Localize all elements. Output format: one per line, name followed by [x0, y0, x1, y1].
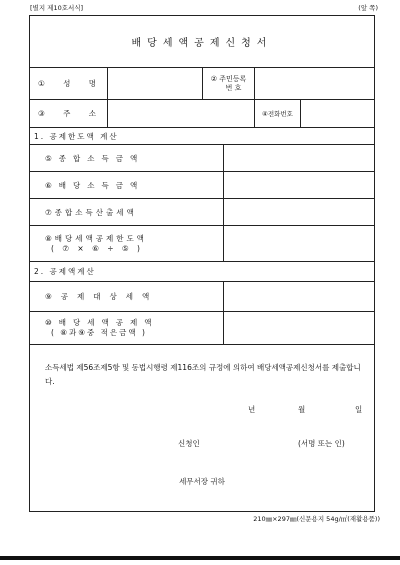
- id-label-line1: ② 주민등록: [210, 74, 247, 83]
- signature-field[interactable]: (서명 또는 인): [298, 439, 345, 448]
- deduction-limit-line1: ⑧배당세액공제한도액: [45, 233, 147, 243]
- form-title: 배당세액공제신청서: [131, 38, 273, 49]
- deduction-limit-row: [30, 226, 374, 262]
- name-label: ① 성 명: [38, 79, 104, 88]
- page-bottom-bar: [0, 556, 400, 560]
- dividend-credit-line2: ( ⑧과⑨중 적은금액 ): [51, 328, 147, 337]
- id-number-label: [202, 68, 254, 99]
- address-row: [30, 100, 374, 128]
- dividend-credit-row: [30, 312, 374, 345]
- date-month: 월: [298, 405, 306, 414]
- target-tax-label: ⑨공제대상세액: [45, 292, 159, 301]
- phone-label: ④전화번호: [254, 100, 300, 127]
- name-field[interactable]: [107, 68, 202, 99]
- name-row: [30, 68, 374, 100]
- statement-text: 소득세법 제56조제5항 및 동법시행령 제116조의 규정에 의하여 배당세액공제신청서를 제출합니다.: [45, 363, 361, 386]
- target-tax-row: [30, 282, 374, 312]
- dividend-credit-field[interactable]: [223, 312, 374, 344]
- deduction-limit-line2: ( ⑦ × ⑥ ÷ ⑤ ): [51, 243, 143, 253]
- date-line: [30, 404, 374, 416]
- calculated-tax-field[interactable]: [223, 199, 374, 225]
- gross-income-field[interactable]: [223, 145, 374, 171]
- recipient: 세무서장 귀하: [179, 477, 225, 486]
- phone-field[interactable]: [300, 100, 374, 127]
- dividend-income-row: [30, 172, 374, 199]
- id-number-field[interactable]: [254, 68, 374, 99]
- application-form: [29, 15, 375, 512]
- date-year: 년: [248, 405, 256, 414]
- address-field[interactable]: [107, 100, 254, 127]
- section2-header: [30, 262, 374, 282]
- paper-spec: 210㎜×297㎜(신문용지 54g/㎡(재활용품)): [253, 515, 380, 523]
- section2-title: 2. 공제액계산: [34, 267, 96, 276]
- section1-title: 1. 공제한도액 계산: [34, 131, 119, 141]
- form-number: [별지 제10호서식]: [30, 4, 84, 12]
- dividend-credit-label: [30, 312, 223, 344]
- target-tax-field[interactable]: [223, 282, 374, 311]
- dividend-income-label: ⑥배당소득금액: [45, 180, 145, 190]
- deduction-limit-field[interactable]: [223, 226, 374, 261]
- page-side: (앞 쪽): [358, 4, 378, 12]
- signer-line: [30, 438, 374, 450]
- calculated-tax-row: [30, 199, 374, 226]
- gross-income-row: [30, 145, 374, 172]
- title-row: [30, 16, 374, 68]
- dividend-credit-line1: ⑩배당세액공제액: [45, 318, 159, 327]
- id-label-line2: 번 호: [225, 83, 242, 92]
- calculated-tax-label: ⑦종합소득산출세액: [45, 207, 137, 217]
- address-label: ③ 주 소: [38, 109, 104, 118]
- gross-income-label: ⑤종합소득금액: [45, 153, 145, 163]
- deduction-limit-label: [30, 226, 223, 261]
- dividend-income-field[interactable]: [223, 172, 374, 198]
- date-day: 일: [355, 405, 363, 414]
- section1-header: [30, 128, 374, 145]
- signer-label: 신청인: [178, 439, 200, 448]
